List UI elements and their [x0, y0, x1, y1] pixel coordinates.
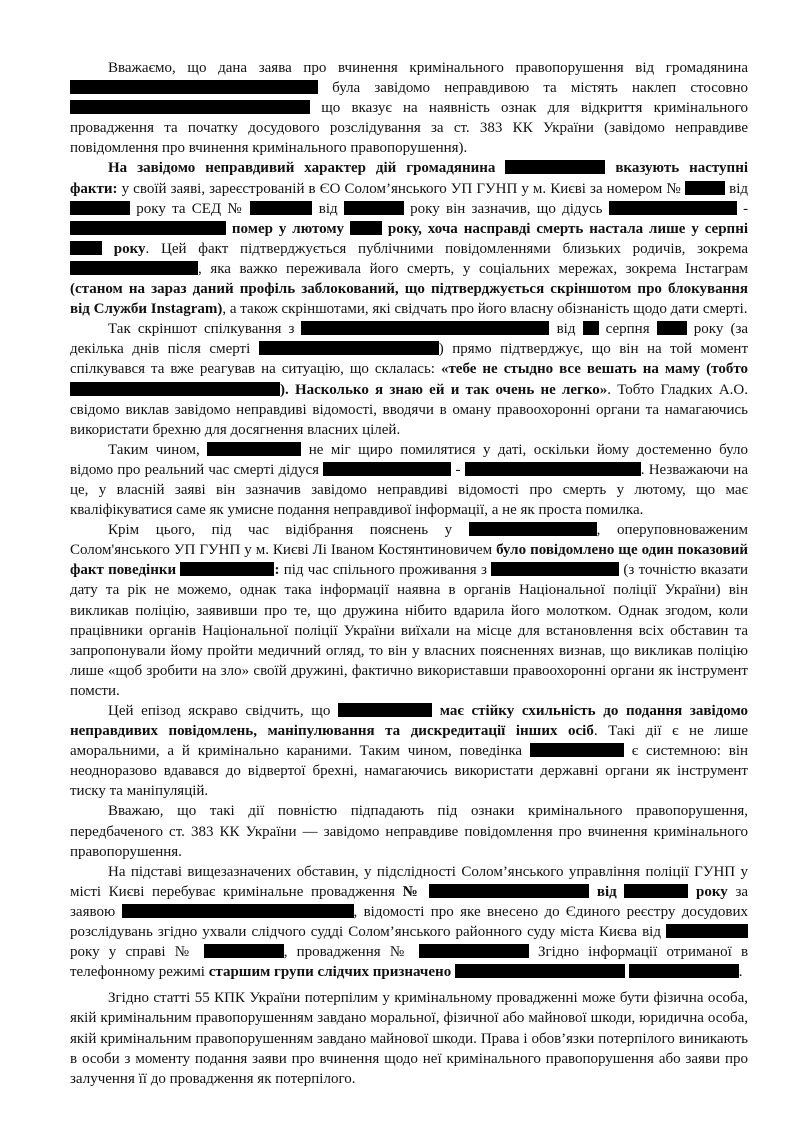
- redaction-bar: [530, 743, 624, 757]
- paragraph-pattern: Цей епізод яскраво свідчить, що має стійку схильність до подання завідомо неправдивих повідомлень, маніпулювання та дискредитації інших осіб. Такі дії є не лише аморальними, а й кримінально караними. Таким чином, поведінка є системною: він неодноразово вдавався до відвертої брехні, намагаючись використати державні органи як інструмент тиску та маніпуляцій.: [70, 703, 749, 800]
- redaction-bar: [429, 884, 589, 898]
- redaction-bar: [323, 462, 451, 476]
- redaction-bar: [455, 964, 625, 978]
- redaction-bar: [301, 321, 549, 335]
- paragraph-conclusion-date: Таким чином, не міг щиро помилятися у даті, оскільки йому достеменно було відомо про реальний час смерті дідуся - . Незважаючи на це, у власній заяві він зазначив завідомо неправдиві відомості про смерть у лютому, що має кваліфікуватися саме як умисне подання неправдивої інформації, а не як проста помилка.: [70, 441, 748, 519]
- paragraph-victim-status: Згідно статті 55 КПК України потерпілим у кримінальному провадженні може бути фізична особа, якій кримінальним правопорушенням завдано моральної, фізичної або майнової шкоди, юридична особа, якій кримінальним правопорушенням завдано майнової шкоди. Права і обов’язки потерпілого виникають в особи з моменту подання заяви про вчинення щодо неї кримінального правопорушення або заяви про залучення її до провадження як потерпілого.: [70, 990, 748, 1087]
- paragraph-facts: На завідомо неправдивий характер дій громадянина вказують наступні факти: у своїй заяві, зареєстрованій в ЄО Солом’янського УП ГУНП у м. Києві за номером № від року та СЕД № від року він зазначив, що дідусь - помер у лютому року, хоча насправді смерть настала лише у серпні року. Цей факт підтверджується публічними повідомленнями близьких родичів, зокрема , яка важко переживала його смерть, у соціальних мережах, зокрема Інстаграм (станом на зараз даний профіль заблокований, що підтверджується скріншотом про блокування від Служби Instagram), а також скріншотами, які свідчать про його власну обізнаність щодо дати смерті.: [70, 160, 749, 318]
- paragraph-proceedings: На підставі вищезазначених обставин, у підслідності Солом’янського управління поліції ГУНП у місті Києві перебуває кримінальне провадження № від року за заявою , відомості про яке внесено до Єдиного реєстру досудових розслідувань згідно ухвали слідчого судді Солом’янського районного суду міста Києва від року у справі № , провадження № Згідно інформації отриманої в телефонному режимі старшим групи слідчих призначено .: [70, 863, 749, 981]
- redaction-bar: [259, 341, 439, 355]
- redaction-bar: [583, 321, 599, 335]
- redaction-bar: [505, 160, 605, 174]
- redaction-bar: [70, 100, 310, 114]
- redaction-bar: [204, 944, 284, 958]
- redaction-bar: [70, 382, 280, 396]
- redaction-bar: [70, 201, 130, 215]
- redaction-bar: [419, 944, 529, 958]
- paragraph-statement-false: Вважаємо, що дана заява про вчинення кримінального правопорушення від громадянина була завідомо неправдивою та містять наклеп стосовно що вказує на наявність ознак для відкриття кримінального провадження та початку досудового розслідування за ст. 383 КК України (завідомо неправдиве повідомлення про вчинення кримінального правопорушення).: [70, 60, 749, 157]
- redaction-bar: [629, 964, 739, 978]
- redaction-bar: [465, 462, 641, 476]
- redaction-bar: [666, 924, 748, 938]
- redaction-bar: [122, 904, 354, 918]
- redaction-bar: [657, 321, 687, 335]
- redaction-bar: [207, 442, 301, 456]
- redaction-bar: [344, 201, 404, 215]
- redaction-bar: [609, 201, 737, 215]
- redaction-bar: [70, 80, 318, 94]
- redaction-bar: [350, 221, 382, 235]
- redaction-bar: [338, 703, 432, 717]
- redaction-bar: [70, 221, 226, 235]
- redaction-bar: [180, 562, 274, 576]
- redaction-bar: [685, 181, 725, 195]
- redaction-bar: [469, 522, 597, 536]
- redaction-bar: [70, 261, 198, 275]
- redaction-bar: [250, 201, 312, 215]
- paragraph-police-episode: Крім цього, під час відібрання пояснень у , оперуповноваженим Солом'янського УП ГУНП у м. Києві Лі Іваном Костянтиновичем було повідомлено ще один показовий факт поведінки : під час спільного проживання з (з точністю вказати дату та рік не можемо, однак така інформації наявна в органів Національної поліції України) він викликав поліцію, заявивши про те, що дружина нібито вдарила його молотком. Однак згодом, коли працівники органів Національної поліції України виїхали на місце для встановлення всіх обставин та запропонували йому пройти медичний огляд, то він у власних поясненнях визнав, що викликав поліцію лише «щоб зробити на зло» своїй дружині, фактично використавши правоохоронні органи як інструмент помсти.: [70, 522, 749, 699]
- redaction-bar: [624, 884, 688, 898]
- redaction-bar: [70, 241, 102, 255]
- paragraph-screenshot: Так скріншот спілкування з від серпня року (за декілька днів після смерті ) прямо підтверджує, що він на той момент спілкувався та вже реагував на ситуацію, що склалась: «тебе не стыдно все вешать на маму (тобто ). Насколько я знаю ей и так очень не легко». Тобто Гладких А.О. свідомо виклав завідомо неправдиві відомості, вводячи в оману правоохоронні органи та намагаючись використати брехню для досягнення власних цілей.: [70, 321, 749, 438]
- redaction-bar: [491, 562, 619, 576]
- paragraph-qualification: Вважаю, що такі дії повністю підпадають під ознаки кримінального правопорушення, передбаченого ст. 383 КК України — завідомо неправдиве повідомлення про вчинення кримінального правопорушення.: [70, 803, 748, 860]
